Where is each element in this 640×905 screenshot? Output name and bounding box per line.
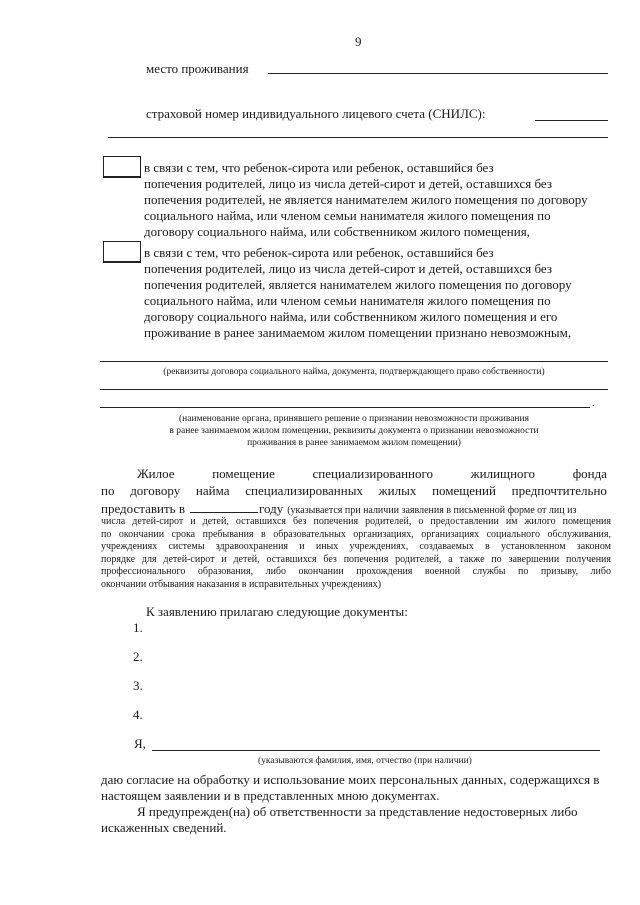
residence-label: место проживания [146,61,249,76]
option1-line: социального найма, или членом семьи нанимателя жилого помещения по [144,208,551,223]
organ-caption-line: (наименование органа, принявшего решение о признании невозможности проживания [179,414,529,424]
option2-text [144,245,614,341]
option2-line: проживание в ранее занимаемом жилом помещении признано невозможным, [144,325,572,340]
housing-note-start: (указывается при наличии заявления в письменной форме от лиц из [287,505,577,516]
housing-note-line: профессионального образования, либо окончании прохождения военной службы по призыву, либо [101,566,611,577]
housing-note-line: порядке для детей-сирот и детей, оставшихся без попечения родителей, а также по завершении получения [101,553,611,565]
organ-caption [100,413,608,449]
consent-line: даю согласие на обработку и использование моих персональных данных, содержащихся в [101,772,600,787]
housing-word: договору [130,483,181,498]
option1-text [144,160,614,240]
option1-line: в связи с тем, что ребенок-сирота или ребенок, оставшийся без [144,160,494,175]
full-name-caption: (указываются фамилия, имя, отчество (при наличии) [258,756,472,766]
housing-note [101,516,611,591]
contract-details-line[interactable] [100,361,608,362]
housing-word: жилищного [470,466,536,481]
housing-year-input-line[interactable] [190,501,258,513]
housing-word: помещений [432,483,496,498]
housing-line-1 [101,466,607,482]
organ-line-dot: . [592,398,595,409]
residence-input-line[interactable] [268,73,608,74]
housing-word: по [101,483,115,498]
option2-line: попечения родителей, лицо из числа детей-сирот и детей, оставшихся без [144,261,552,276]
snils-continuation-line[interactable] [108,137,608,138]
attachment-item-3[interactable]: 3. [133,678,143,693]
snils-label: страховой номер индивидуального лицевого счета (СНИЛС): [146,106,486,121]
housing-note-line: по окончании срока пребывания в образовательных организациях, организациях социального обслуживания, [101,528,611,540]
housing-year-label: году [258,501,284,516]
housing-word: специализированных [245,483,363,498]
option2-line: попечения родителей, является нанимателем жилого помещения по договору [144,277,572,292]
snils-input-line[interactable] [535,120,608,121]
housing-word: предпочтительно [511,483,607,498]
organ-caption-line: проживания в ранее занимаемом жилом помещении) [247,438,461,448]
housing-word: фонда [572,466,607,481]
attachment-item-1[interactable]: 1. [133,620,143,635]
housing-word: Жилое [137,466,175,481]
housing-note-line: учреждениях системы здравоохранения и иных учреждениях, создаваемых в установленном законом [101,541,611,552]
option2-line: договору социального найма, или собственником жилого помещения и его [144,309,558,324]
attachment-item-2[interactable]: 2. [133,649,143,664]
contract-caption: (реквизиты договора социального найма, документа, подтверждающего право собственности) [163,367,545,377]
warning-text [101,804,611,836]
option2-line: в связи с тем, что ребенок-сирота или ребенок, оставшийся без [144,245,494,260]
full-name-input-line[interactable] [152,750,600,751]
option1-line: договору социального найма, или собственником жилого помещения, [144,224,530,239]
organ-line-2[interactable] [100,407,590,408]
organ-caption-line: в ранее занимаемом жилом помещении, реквизиты документа о признании невозможности [169,426,539,436]
consent-text [101,772,611,804]
housing-provide-label: предоставить в [101,501,185,516]
housing-word: помещение [212,466,275,481]
housing-note-line: окончании отбывания наказания в исправительных учреждениях) [101,578,382,590]
i-label: Я, [134,736,146,751]
warning-line: Я предупрежден(на) об ответственности за представление недостоверных либо [137,804,578,819]
housing-word: жилых [378,483,417,498]
attachment-item-4[interactable]: 4. [133,707,143,722]
option2-line: социального найма, или членом семьи нанимателя жилого помещения по [144,293,551,308]
attachments-heading: К заявлению прилагаю следующие документы: [146,604,408,619]
consent-line: настоящем заявлении и в представленных мною документах. [101,788,440,803]
housing-note-line: числа детей-сирот и детей, оставшихся без попечения родителей, о предоставлении им жилого помещения [101,516,611,527]
option1-checkbox[interactable] [103,156,141,178]
option1-line: попечения родителей, лицо из числа детей-сирот и детей, оставшихся без [144,176,552,191]
organ-line-1[interactable] [100,389,608,390]
option2-checkbox[interactable] [103,241,141,263]
page-number: 9 [355,34,362,49]
option1-line: попечения родителей, не является нанимателем жилого помещения по договору [144,192,588,207]
housing-word: найма [195,483,230,498]
housing-line-2 [101,483,607,499]
housing-word: специализированного [312,466,434,481]
warning-line: искаженных сведений. [101,820,227,835]
